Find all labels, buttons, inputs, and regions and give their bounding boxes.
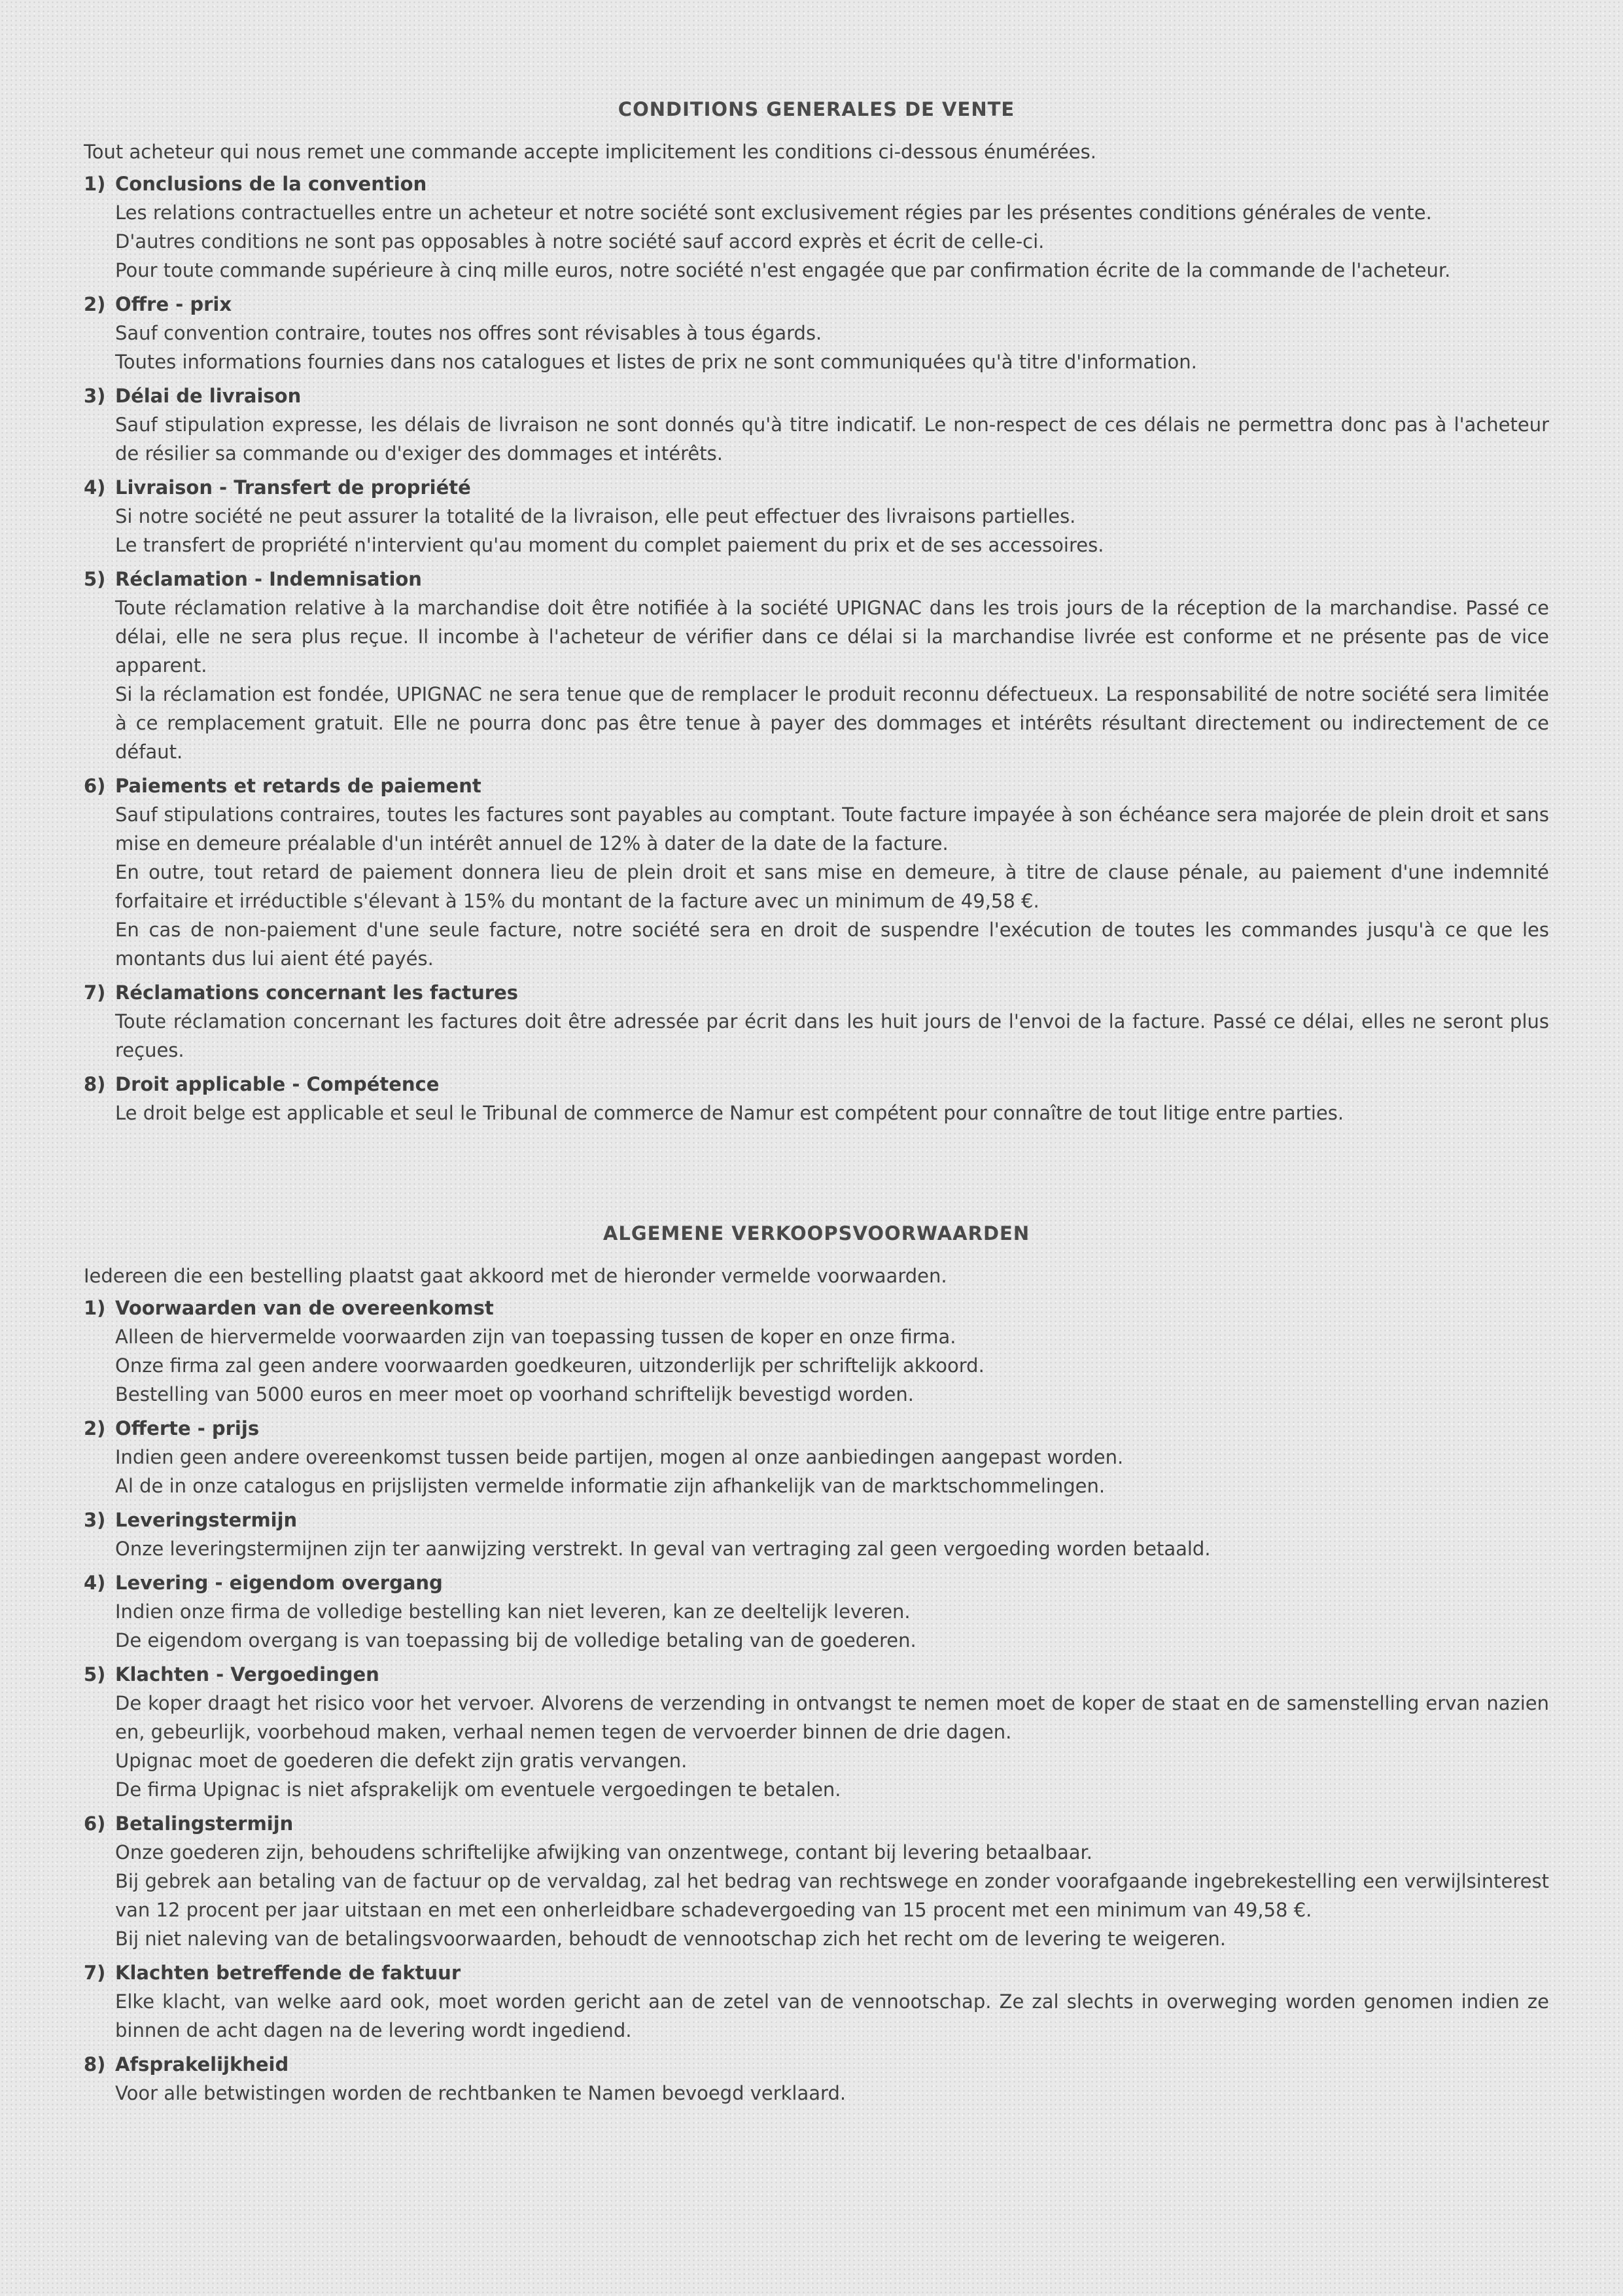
clause-heading [84, 169, 1549, 198]
clause-body [115, 1443, 1549, 1500]
clause-heading [84, 1294, 1549, 1322]
clause-paragraph: Le droit belge est applicable et seul le Tribunal de commerce de Namur est compétent pour connaître de tout litige entre parties. [115, 1102, 1344, 1124]
clause-body [115, 1322, 1549, 1409]
clause-title: Afsprakelijkheid [115, 2053, 289, 2075]
clause-body [115, 1597, 1549, 1655]
clause-body [115, 1838, 1549, 1953]
clause-heading [84, 290, 1549, 319]
clause-paragraph: Sauf convention contraire, toutes nos offres sont révisables à tous égards. [115, 322, 822, 344]
clause-number: 3) [84, 385, 106, 407]
terms-page [84, 98, 1549, 2113]
clause-title: Levering - eigendom overgang [115, 1572, 443, 1594]
clause-title: Offerte - prijs [115, 1417, 260, 1439]
clause-body [115, 1007, 1549, 1065]
clause-title: Klachten - Vergoedingen [115, 1663, 379, 1686]
clause-paragraph: Sauf stipulation expresse, les délais de livraison ne sont donnés qu'à titre indicatif. Le non-respect de ces délais ne permettra donc pas à l'acheteur de résilier sa commande ou d'exiger des dommages et intérêts. [115, 414, 1549, 465]
dutch-clause-list [84, 1294, 1549, 2108]
clause-heading [84, 1506, 1549, 1534]
clause-paragraph: Onze firma zal geen andere voorwaarden goedkeuren, uitzonderlijk per schriftelijk akkoord. [115, 1354, 985, 1377]
clause-heading [84, 771, 1549, 800]
clause-paragraph: Alleen de hiervermelde voorwaarden zijn van toepassing tussen de koper en onze firma. [115, 1326, 956, 1348]
clause-paragraph: En cas de non-paiement d'une seule facture, notre société sera en droit de suspendre l'exécution de toutes les commandes jusqu'à ce que les montants dus lui aient été payés. [115, 919, 1549, 970]
clause [84, 1958, 1549, 2045]
clause [84, 381, 1549, 468]
clause [84, 290, 1549, 376]
dutch-terms-section [84, 1222, 1549, 2108]
clause-paragraph: De eigendom overgang is van toepassing bij de volledige betaling van de goederen. [115, 1629, 916, 1651]
clause-title: Conclusions de la convention [115, 173, 427, 195]
clause [84, 1294, 1549, 1409]
clause-number: 1) [84, 1297, 106, 1319]
clause-heading [84, 473, 1549, 502]
clause-paragraph: Toutes informations fournies dans nos catalogues et listes de prix ne sont communiquées qu'à titre d'information. [115, 351, 1197, 373]
clause-title: Betalingstermijn [115, 1812, 294, 1835]
clause-body [115, 410, 1549, 468]
clause [84, 473, 1549, 559]
clause-paragraph: De firma Upignac is niet afsprakelijk om eventuele vergoedingen te betalen. [115, 1778, 841, 1801]
clause-heading [84, 1070, 1549, 1099]
clause-body [115, 593, 1549, 766]
clause [84, 1506, 1549, 1563]
clause-title: Offre - prix [115, 293, 232, 315]
clause-number: 4) [84, 1572, 106, 1594]
clause-paragraph: De koper draagt het risico voor het vervoer. Alvorens de verzending in ontvangst te nemen moet de koper de staat en de samenstelling ervan nazien en, gebeurlijk, voorbehoud maken, verhaal nemen tegen de vervoerder binnen de drie dagen. [115, 1692, 1549, 1743]
clause-heading [84, 1568, 1549, 1597]
clause-heading [84, 2050, 1549, 2079]
clause-number: 6) [84, 775, 106, 797]
clause-paragraph: Onze goederen zijn, behoudens schriftelijke afwijking van onzentwege, contant bij levering betaalbaar. [115, 1841, 1092, 1863]
clause-title: Droit applicable - Compétence [115, 1073, 440, 1095]
clause-number: 4) [84, 476, 106, 499]
clause-number: 7) [84, 981, 106, 1004]
clause-body [115, 1534, 1549, 1563]
clause [84, 771, 1549, 973]
clause-number: 8) [84, 2053, 106, 2075]
clause [84, 1660, 1549, 1804]
clause-title: Klachten betreffende de faktuur [115, 1962, 461, 1984]
clause-paragraph: Indien onze firma de volledige bestelling kan niet leveren, kan ze deeltelijk leveren. [115, 1600, 911, 1623]
clause-paragraph: Toute réclamation concernant les factures doit être adressée par écrit dans les huit jours de l'envoi de la facture. Passé ce délai, elles ne seront plus reçues. [115, 1010, 1549, 1061]
clause-title: Délai de livraison [115, 385, 302, 407]
clause-heading [84, 978, 1549, 1007]
clause-body [115, 319, 1549, 376]
clause-number: 2) [84, 293, 106, 315]
clause-paragraph: Toute réclamation relative à la marchandise doit être notifiée à la société UPIGNAC dans les trois jours de la réception de la marchandise. Passé ce délai, elle ne sera plus reçue. Il incombe à l'acheteur de vérifier dans ce délai si la marchandise livrée est conforme et ne présente pas de vice apparent. [115, 597, 1549, 677]
clause [84, 978, 1549, 1065]
clause-number: 8) [84, 1073, 106, 1095]
clause-paragraph: Le transfert de propriété n'intervient qu'au moment du complet paiement du prix et de ses accessoires. [115, 534, 1104, 556]
clause-paragraph: Al de in onze catalogus en prijslijsten vermelde informatie zijn afhankelijk van de marktschommelingen. [115, 1475, 1106, 1497]
clause-number: 3) [84, 1509, 106, 1531]
clause-title: Voorwaarden van de overeenkomst [115, 1297, 494, 1319]
clause [84, 169, 1549, 285]
clause-paragraph: Bij gebrek aan betaling van de factuur op de vervaldag, zal het bedrag van rechtswege en zonder voorafgaande ingebrekestelling een verwijlsinterest van 12 procent per jaar uitstaan en met een onherleidbare schadevergoeding van 15 procent met een minimum van 49,58 €. [115, 1870, 1549, 1921]
clause-heading [84, 1809, 1549, 1838]
clause-body [115, 1689, 1549, 1804]
clause-title: Leveringstermijn [115, 1509, 298, 1531]
clause-number: 5) [84, 568, 106, 590]
clause-title: Réclamation - Indemnisation [115, 568, 422, 590]
clause-title: Paiements et retards de paiement [115, 775, 481, 797]
clause-number: 6) [84, 1812, 106, 1835]
clause-paragraph: Voor alle betwistingen worden de rechtbanken te Namen bevoegd verklaard. [115, 2082, 846, 2104]
clause-number: 5) [84, 1663, 106, 1686]
dutch-intro: Iedereen die een bestelling plaatst gaat akkoord met de hieronder vermelde voorwaarden. [84, 1265, 947, 1287]
clause-body [115, 1987, 1549, 2045]
clause-body [115, 1099, 1549, 1127]
clause-number: 7) [84, 1962, 106, 1984]
french-section-title: CONDITIONS GENERALES DE VENTE [618, 98, 1015, 120]
clause-title: Livraison - Transfert de propriété [115, 476, 471, 499]
clause-paragraph: Bij niet naleving van de betalingsvoorwaarden, behoudt de vennootschap zich het recht om de levering te weigeren. [115, 1928, 1227, 1950]
clause-title: Réclamations concernant les factures [115, 981, 519, 1004]
clause-heading [84, 1414, 1549, 1443]
clause-body [115, 502, 1549, 559]
clause [84, 565, 1549, 766]
clause-number: 2) [84, 1417, 106, 1439]
clause-heading [84, 1660, 1549, 1689]
clause-paragraph: Elke klacht, van welke aard ook, moet worden gericht aan de zetel van de vennootschap. Ze zal slechts in overweging worden genomen indien ze binnen de acht dagen na de levering wordt ingediend. [115, 1990, 1549, 2041]
clause [84, 1568, 1549, 1655]
clause-number: 1) [84, 173, 106, 195]
clause-heading [84, 381, 1549, 410]
clause-paragraph: En outre, tout retard de paiement donnera lieu de plein droit et sans mise en demeure, à titre de clause pénale, au paiement d'une indemnité forfaitaire et irréductible s'élevant à 15% du montant de la facture avec un minimum de 49,58 €. [115, 861, 1549, 912]
clause [84, 1414, 1549, 1500]
clause-heading [84, 1958, 1549, 1987]
dutch-section-title: ALGEMENE VERKOOPSVOORWAARDEN [602, 1222, 1030, 1245]
clause-body [115, 800, 1549, 973]
clause-paragraph: Upignac moet de goederen die defekt zijn gratis vervangen. [115, 1750, 688, 1772]
clause-body [115, 2079, 1549, 2108]
clause-heading [84, 565, 1549, 593]
french-intro: Tout acheteur qui nous remet une commande accepte implicitement les conditions ci-dessous énumérées. [84, 141, 1096, 163]
clause-paragraph: Pour toute commande supérieure à cinq mille euros, notre société n'est engagée que par confirmation écrite de la commande de l'acheteur. [115, 259, 1451, 281]
clause [84, 1070, 1549, 1127]
clause-paragraph: Si la réclamation est fondée, UPIGNAC ne sera tenue que de remplacer le produit reconnu défectueux. La responsabilité de notre société sera limitée à ce remplacement gratuit. Elle ne pourra donc pas être tenue à payer des dommages et intérêts résultant directement ou indirectement de ce défaut. [115, 683, 1549, 763]
clause-paragraph: Onze leveringstermijnen zijn ter aanwijzing verstrekt. In geval van vertraging zal geen vergoeding worden betaald. [115, 1538, 1211, 1560]
clause [84, 1809, 1549, 1953]
clause-body [115, 198, 1549, 285]
clause-paragraph: Les relations contractuelles entre un acheteur et notre société sont exclusivement régies par les présentes conditions générales de vente. [115, 202, 1432, 224]
french-terms-section [84, 98, 1549, 1190]
clause [84, 2050, 1549, 2108]
french-clause-list [84, 169, 1549, 1127]
clause-paragraph: Sauf stipulations contraires, toutes les factures sont payables au comptant. Toute facture impayée à son échéance sera majorée de plein droit et sans mise en demeure préalable d'un intérêt annuel de 12% à dater de la date de la facture. [115, 804, 1549, 855]
clause-paragraph: Indien geen andere overeenkomst tussen beide partijen, mogen al onze aanbiedingen aangepast worden. [115, 1446, 1124, 1468]
clause-paragraph: Bestelling van 5000 euros en meer moet op voorhand schriftelijk bevestigd worden. [115, 1383, 914, 1405]
clause-paragraph: Si notre société ne peut assurer la totalité de la livraison, elle peut effectuer des livraisons partielles. [115, 505, 1076, 527]
clause-paragraph: D'autres conditions ne sont pas opposables à notre société sauf accord exprès et écrit de celle-ci. [115, 230, 1045, 253]
